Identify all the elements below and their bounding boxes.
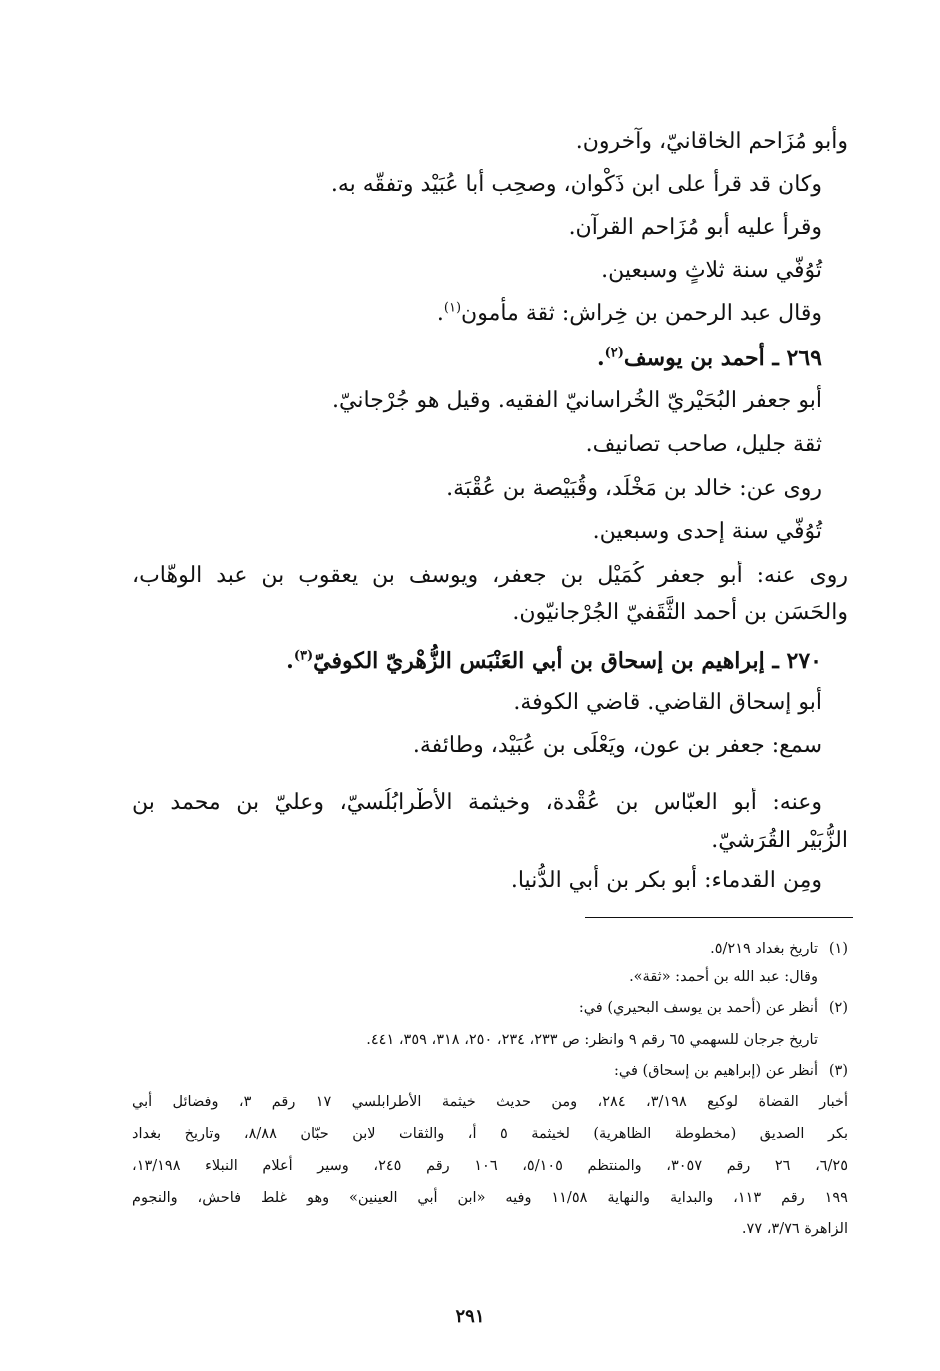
text-line: روى عن: خالد بن مَخْلَد، وقُبَيْصة بن عُقْبَة. xyxy=(446,476,822,501)
text-line: سمع: جعفر بن عون، ويَعْلَى بن عُبَيْد، وطائفة. xyxy=(412,733,822,758)
footnote: (٣)أنظر عن (إبراهيم بن إسحاق) في: xyxy=(614,1060,848,1082)
text-line: والحَسَن بن أحمد الثَّقَفيّ الجُرْجانيّون. xyxy=(512,600,848,625)
footnote-ref: (١) xyxy=(443,300,462,316)
footnote-separator xyxy=(585,917,853,918)
text-line: أبو إسحاق القاضي. قاضي الكوفة. xyxy=(513,690,822,715)
text-line: روى عنه: أبو جعفر كُمَيْل بن جعفر، ويوسف بن يعقوب بن عبد الوهّاب، xyxy=(132,563,848,588)
text-line: ثقة جليل، صاحب تصانيف. xyxy=(585,432,822,457)
footnote: (١)تاريخ بغداد ٥/٢١٩. xyxy=(710,938,848,960)
text-line: أبو جعفر البُحَيْريّ الخُراسانيّ الفقيه. وقيل هو جُرْجانيّ. xyxy=(332,388,822,413)
footnote-number: (٣) xyxy=(828,1063,848,1079)
text-line: الزُّبَيْر القُرَشيّ. xyxy=(711,828,848,853)
text-line: وقرأ عليه أبو مُزَاحم القرآن. xyxy=(568,215,822,240)
text-line: تُوُفّي سنة إحدى وسبعين. xyxy=(592,519,822,544)
footnote-ref: (٢) xyxy=(604,345,624,361)
text-line: تُوُفّي سنة ثلاثٍ وسبعين. xyxy=(601,258,822,283)
footnote-line: أخبار القضاة لوكيع ٣/١٩٨، ٢٨٤، ومن حديث خيثمة الأطرابلسي ١٧ رقم ٣، وفضائل أبي xyxy=(132,1094,848,1110)
footnote-number: (١) xyxy=(828,941,848,957)
text-line: ومِن القدماء: أبو بكر بن أبي الدُّنيا. xyxy=(510,868,822,893)
footnote-line: ١٩٩ رقم ١١٣، والبداية والنهاية ١١/٥٨ وفيه «ابن أبي العينين» وهو غلط فاحش، والنجوم xyxy=(132,1190,848,1206)
footnote-line: بكر الصديق (مخطوطة الظاهرية) لخيثمة ٥ أ، والثقات لابن حبّان ٨/٨٨، وتاريخ بغداد xyxy=(132,1126,848,1142)
page-number: ٢٩١ xyxy=(455,1306,485,1327)
entry-heading: ٢٦٩ ـ أحمد بن يوسف$^{(٢)}$. xyxy=(596,345,822,371)
footnote-line: الزاهرة ٣/٧٦، ٧٧. xyxy=(741,1221,848,1237)
text-line: وأبو مُزَاحم الخاقانيّ، وآخرون. xyxy=(575,129,848,154)
footnote: (٢)أنظر عن (أحمد بن يوسف البحيري) في: xyxy=(579,997,848,1019)
footnote-number: (٢) xyxy=(828,1000,848,1016)
text-line: وكان قد قرأ على ابن ذَكْوان، وصحِب أبا عُبَيْد وتفقّه به. xyxy=(330,172,822,197)
footnote-ref: (٣) xyxy=(293,648,314,664)
footnote-line: تاريخ جرجان للسهمي ٦٥ رقم ٩ وانظر: ص ٢٣٣، ٢٣٤، ٢٥٠، ٣١٨، ٣٥٩، ٤٤١. xyxy=(366,1032,818,1048)
entry-heading: ٢٧٠ ـ إبراهيم بن إسحاق بن أبي العَنْبَس الزُّهْريّ الكوفيّ$^{(٣)}$. xyxy=(286,648,822,674)
text-line: وقال عبد الرحمن بن خِراش: ثقة مأمون$^{(١)}$. xyxy=(436,300,822,326)
footnote-line: ٦/٢٥، ٢٦ رقم ٣٠٥٧، والمنتظم ٥/١٠٥، ١٠٦ رقم ٢٤٥، وسير أعلام النبلاء ١٣/١٩٨، xyxy=(132,1158,848,1174)
text-line: وعنه: أبو العبّاس بن عُقْدة، وخيثمة الأَطْرابُلُسيّ، وعليّ بن محمد بن xyxy=(132,790,822,815)
footnote-line: وقال: عبد الله بن أحمد: «ثقة». xyxy=(629,969,818,985)
